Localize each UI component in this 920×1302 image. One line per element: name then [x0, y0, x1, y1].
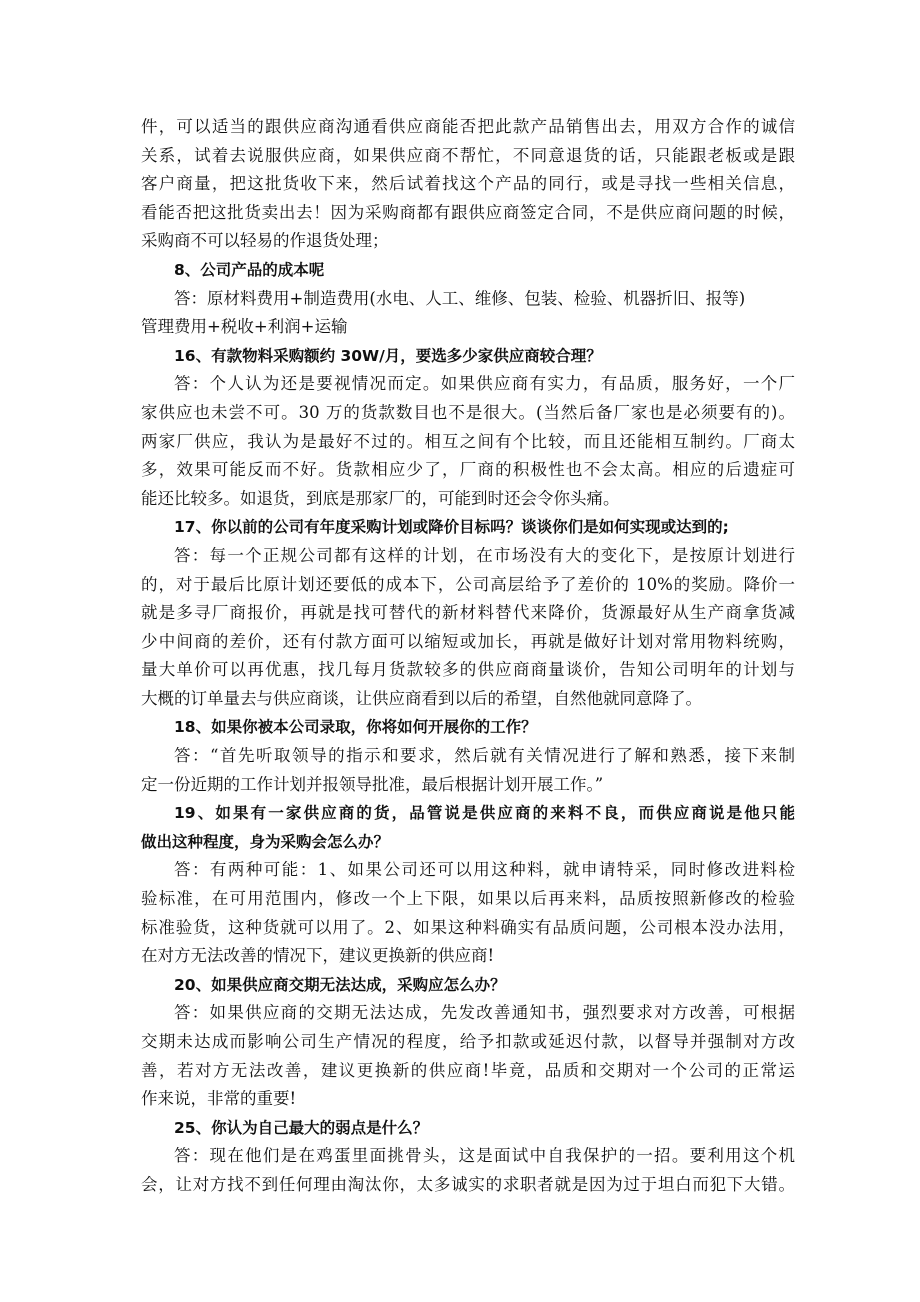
paragraph-line: 件，可以适当的跟供应商沟通看供应商能否把此款产品销售出去，用双方合作的诚信 [141, 117, 795, 136]
paragraph-line: 交期未达成而影响公司生产情况的程度，给予扣款或延迟付款，以督导并强制对方改 [141, 1032, 795, 1051]
paragraph-line: 就是多寻厂商报价，再就是找可替代的新材料替代来降价，货源最好从生产商拿货减 [141, 603, 795, 623]
question-heading: 8、公司产品的成本呢 [174, 260, 325, 279]
answer-line: 答：如果供应商的交期无法达成，先发改善通知书，强烈要求对方改善，可根据 [174, 1003, 795, 1023]
paragraph-line: 少中间商的差价，还有付款方面可以缩短或加长，再就是做好计划对常用物料统购， [141, 631, 795, 651]
question-heading: 19、如果有一家供应商的货，品管说是供应商的来料不良，而供应商说是他只能 [174, 804, 795, 823]
answer-line: 答：“首先听取领导的指示和要求，然后就有关情况进行了解和熟悉，接下来制 [174, 746, 795, 766]
paragraph-last-line: 管理费用+税收+利润+运输 [141, 317, 348, 337]
paragraph-line: 标准验货，这种货就可以用了。2、如果这种料确实有品质问题，公司根本没办法用， [141, 917, 795, 937]
question-heading: 18、如果你被本公司录取，你将如何开展你的工作？ [174, 718, 537, 737]
paragraph-line: 看能否把这批货卖出去！因为采购商都有跟供应商签定合同，不是供应商问题的时候， [141, 202, 795, 222]
paragraph-last-line: 在对方无法改善的情况下，建议更换新的供应商! [141, 946, 495, 966]
paragraph-line: 关系，试着去说服供应商，如果供应商不帮忙，不同意退货的话，只能跟老板或是跟 [141, 145, 795, 165]
paragraph-line: 善，若对方无法改善，建议更换新的供应商!毕竟，品质和交期对一个公司的正常运 [141, 1060, 795, 1080]
answer-line: 答：个人认为还是要视情况而定。如果供应商有实力，有品质，服务好，一个厂 [174, 374, 795, 394]
question-heading: 17、你以前的公司有年度采购计划或降价目标吗？谈谈你们是如何实现或达到的; [174, 518, 729, 537]
paragraph-last-line: 作来说，非常的重要! [141, 1089, 297, 1109]
answer-line: 答：每一个正规公司都有这样的计划，在市场没有大的变化下，是按原计划进行 [174, 545, 795, 565]
paragraph-line: 多，效果可能反而不好。货款相应少了，厂商的积极性也不会太高。相应的后遗症可 [141, 460, 795, 480]
question-heading: 25、你认为自己最大的弱点是什么？ [174, 1118, 429, 1137]
paragraph-line: 两家厂供应，我认为是最好不过的。相互之间有个比较，而且还能相互制约。厂商太 [141, 431, 795, 451]
answer-line: 答：现在他们是在鸡蛋里面挑骨头，这是面试中自我保护的一招。要利用这个机 [174, 1146, 795, 1166]
answer-line: 答：有两种可能：1、如果公司还可以用这种料，就申请特采，同时修改进料检 [174, 860, 795, 880]
paragraph-line: 的，对于最后比原计划还要低的成本下，公司高层给予了差价的 10%的奖励。降价一 [141, 574, 795, 594]
paragraph-line: 客户商量，把这批货收下来，然后试着找这个产品的同行，或是寻找一些相关信息， [141, 174, 795, 194]
paragraph-line: 家供应也未尝不可。30 万的货款数目也不是很大。(当然后备厂家也是必须要有的)。 [141, 402, 795, 422]
paragraph-last-line: 能还比较多。如退货，到底是那家厂的，可能到时还会令你头痛。 [141, 488, 620, 508]
question-heading: 16、有款物料采购额约 30W/月，要选多少家供应商较合理？ [174, 346, 602, 365]
paragraph-last-line: 采购商不可以轻易的作退货处理； [141, 231, 389, 251]
question-heading-continued: 做出这种程度，身为采购会怎么办？ [141, 832, 390, 851]
document-page [141, 113, 793, 1200]
paragraph-line: 量大单价可以再优惠，找几每月货款较多的供应商商量谈价，告知公司明年的计划与 [141, 660, 795, 680]
paragraph-last-line: 定一份近期的工作计划并报领导批准，最后根据计划开展工作。” [141, 774, 604, 794]
paragraph-line: 验标准，在可用范围内，修改一个上下限，如果以后再来料，品质按照新修改的检验 [141, 889, 795, 909]
paragraph-last-line: 大概的订单量去与供应商谈，让供应商看到以后的希望，自然他就同意降了。 [141, 688, 702, 708]
answer-line: 答：原材料费用+制造费用(水电、人工、维修、包装、检验、机器折旧、报等) [174, 288, 746, 308]
paragraph-line: 会，让对方找不到任何理由淘汰你，太多诚实的求职者就是因为过于坦白而犯下大错。 [141, 1174, 795, 1194]
question-heading: 20、如果供应商交期无法达成，采购应怎么办？ [174, 975, 506, 994]
